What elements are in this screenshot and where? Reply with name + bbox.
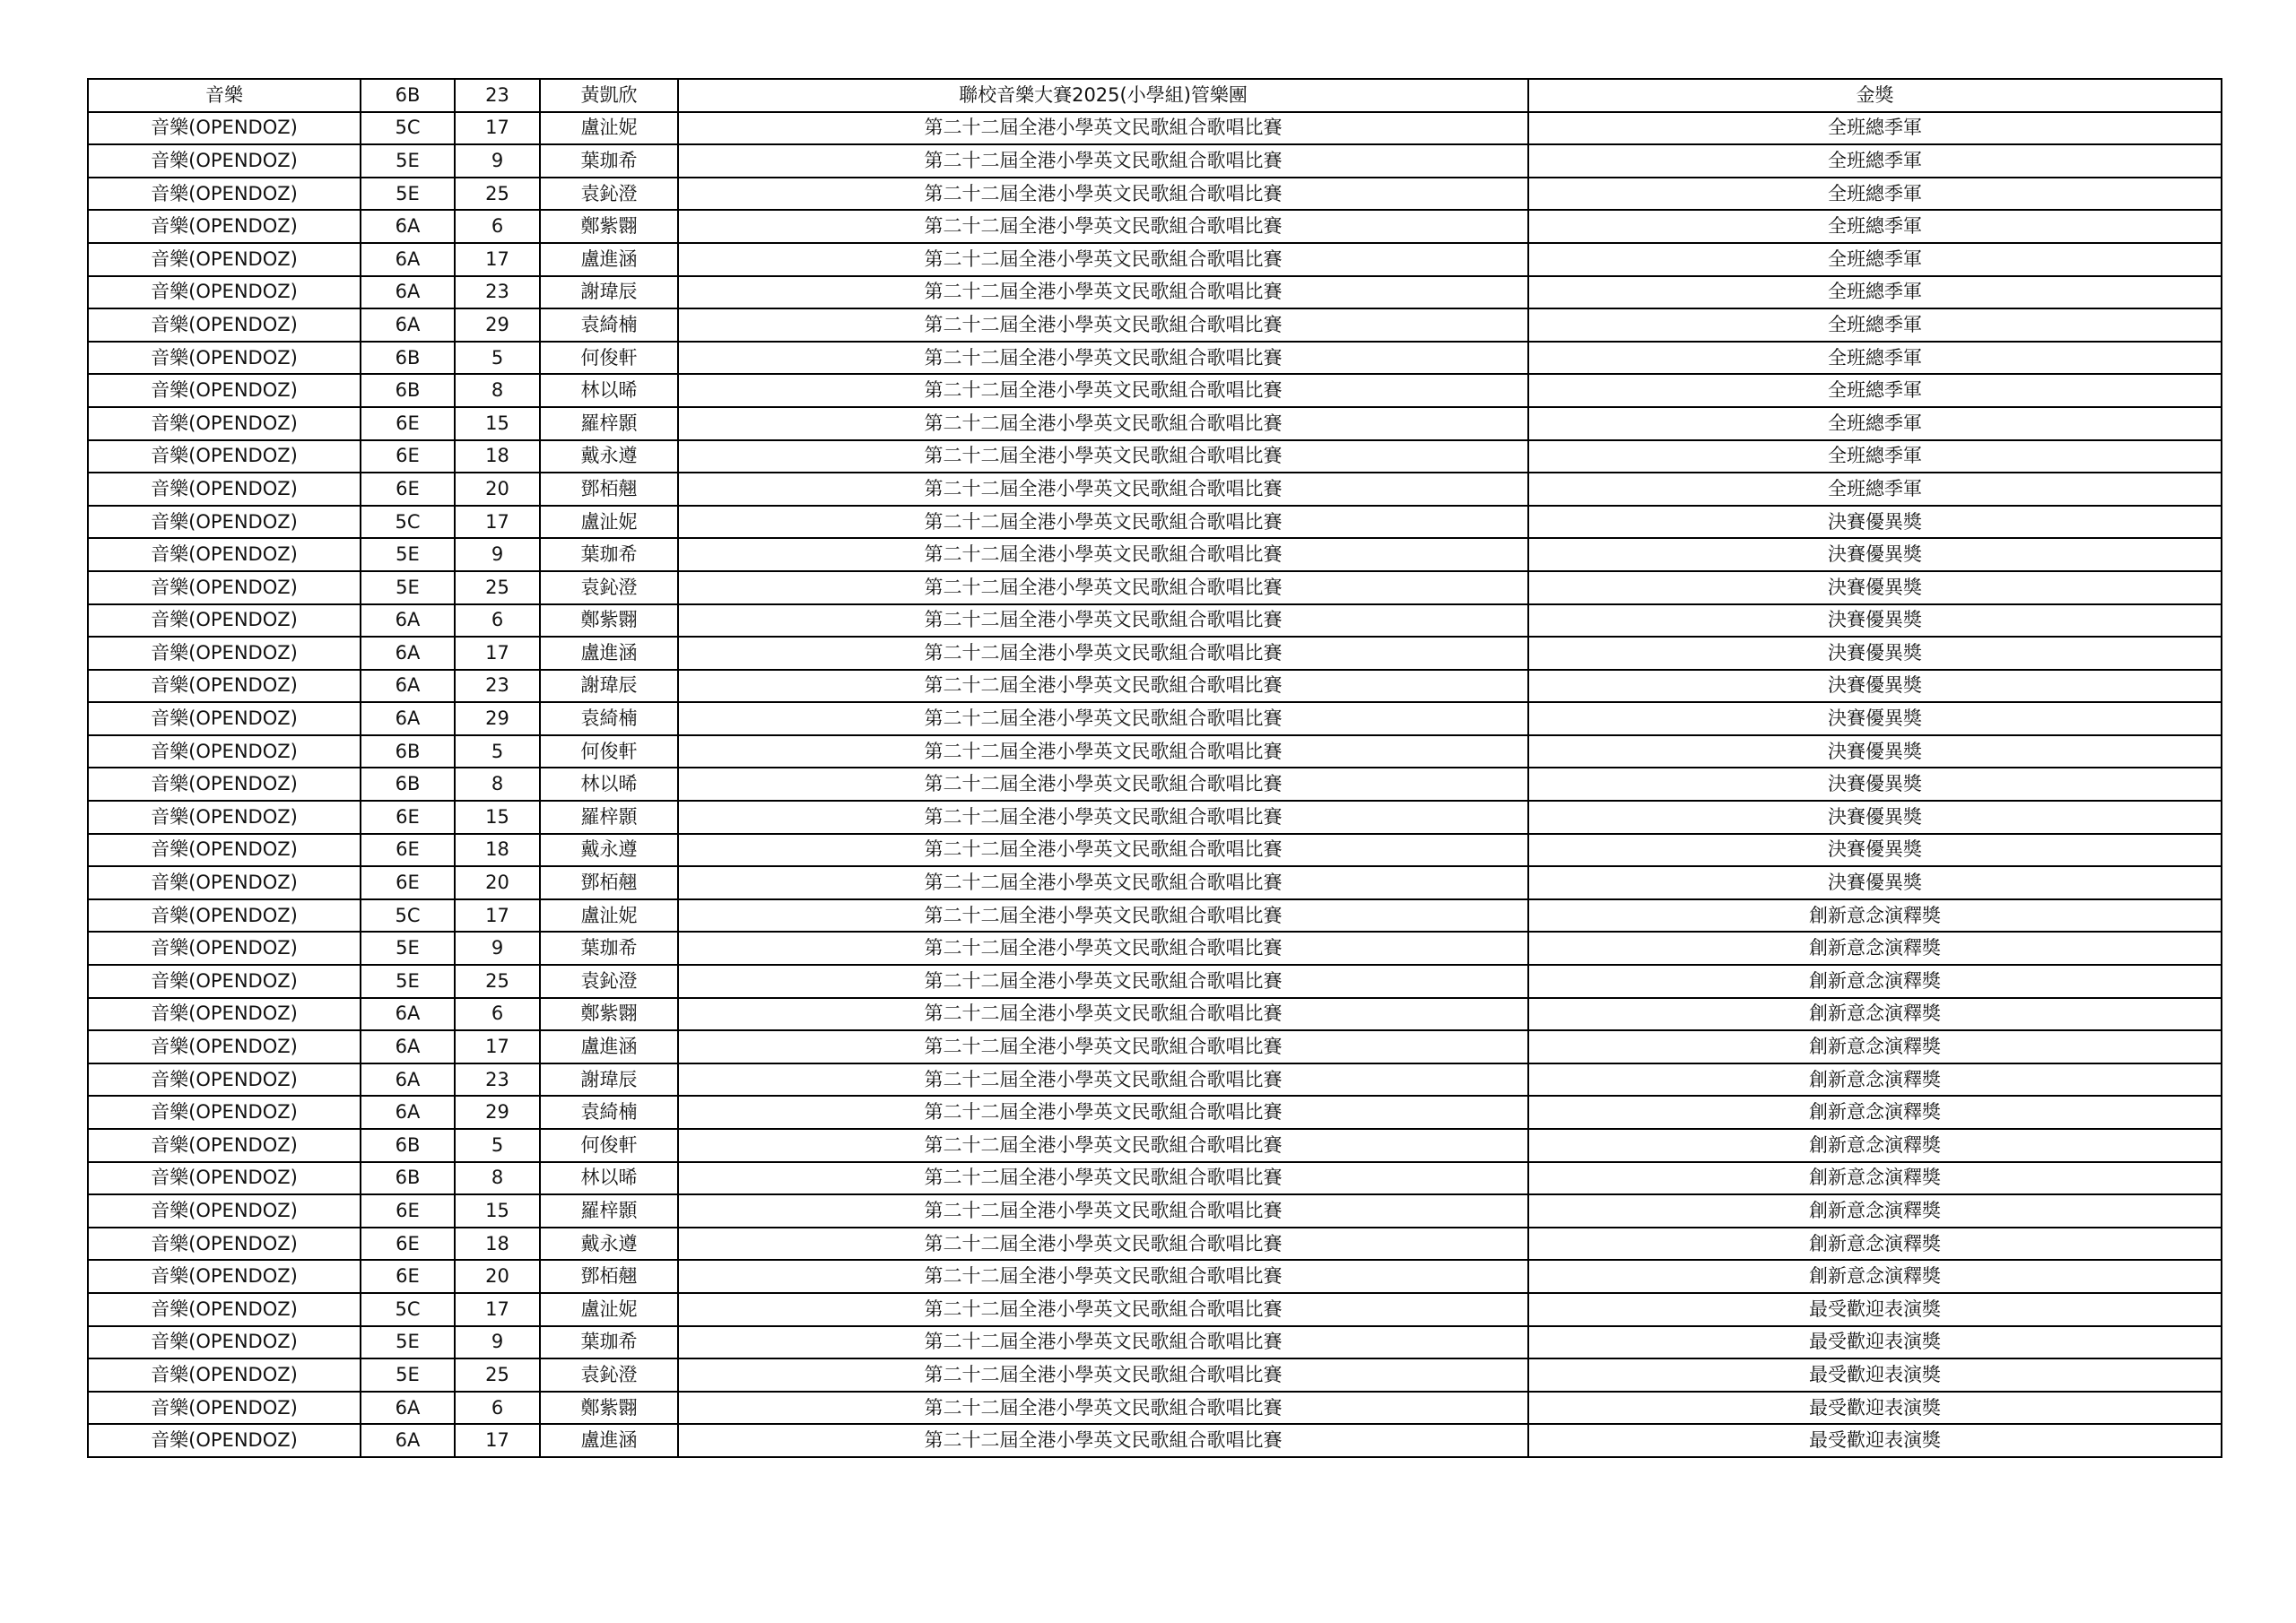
subject-cell: 音樂(OPENDOZ)	[88, 834, 361, 867]
student-name-cell: 何俊軒	[540, 342, 678, 375]
class-cell: 6B	[361, 735, 455, 768]
competition-cell: 第二十二屆全港小學英文民歌組合歌唱比賽	[678, 670, 1528, 703]
competition-cell: 第二十二屆全港小學英文民歌組合歌唱比賽	[678, 834, 1528, 867]
student-name-cell: 盧進涵	[540, 1030, 678, 1063]
student-name-cell: 葉珈希	[540, 144, 678, 178]
student-name-cell: 盧進涵	[540, 1424, 678, 1457]
award-cell: 決賽優異獎	[1528, 670, 2222, 703]
competition-cell: 第二十二屆全港小學英文民歌組合歌唱比賽	[678, 308, 1528, 342]
competition-cell: 第二十二屆全港小學英文民歌組合歌唱比賽	[678, 473, 1528, 506]
competition-cell: 第二十二屆全港小學英文民歌組合歌唱比賽	[678, 374, 1528, 407]
competition-cell: 第二十二屆全港小學英文民歌組合歌唱比賽	[678, 1228, 1528, 1261]
subject-cell: 音樂(OPENDOZ)	[88, 965, 361, 998]
student-number-cell: 20	[455, 866, 540, 899]
student-number-cell: 18	[455, 1228, 540, 1261]
student-name-cell: 鄭紫翾	[540, 210, 678, 243]
competition-cell: 第二十二屆全港小學英文民歌組合歌唱比賽	[678, 1162, 1528, 1195]
table-row	[88, 1293, 2222, 1326]
student-number-cell: 17	[455, 112, 540, 145]
student-number-cell: 5	[455, 735, 540, 768]
table-row	[88, 932, 2222, 965]
student-number-cell: 15	[455, 801, 540, 834]
class-cell: 6A	[361, 276, 455, 309]
class-cell: 6B	[361, 79, 455, 112]
student-name-cell: 何俊軒	[540, 735, 678, 768]
class-cell: 5E	[361, 1326, 455, 1359]
student-number-cell: 6	[455, 210, 540, 243]
student-name-cell: 鄧栢翹	[540, 473, 678, 506]
student-number-cell: 8	[455, 768, 540, 801]
class-cell: 6E	[361, 473, 455, 506]
subject-cell: 音樂(OPENDOZ)	[88, 1326, 361, 1359]
class-cell: 6E	[361, 440, 455, 473]
student-number-cell: 23	[455, 276, 540, 309]
class-cell: 6B	[361, 1129, 455, 1162]
class-cell: 5C	[361, 112, 455, 145]
student-name-cell: 鄧栢翹	[540, 866, 678, 899]
subject-cell: 音樂	[88, 79, 361, 112]
student-number-cell: 9	[455, 538, 540, 571]
student-number-cell: 6	[455, 604, 540, 638]
table-row	[88, 702, 2222, 735]
award-cell: 創新意念演釋獎	[1528, 932, 2222, 965]
student-name-cell: 盧沚妮	[540, 506, 678, 539]
student-number-cell: 17	[455, 243, 540, 276]
competition-cell: 第二十二屆全港小學英文民歌組合歌唱比賽	[678, 571, 1528, 604]
class-cell: 5C	[361, 899, 455, 933]
student-number-cell: 29	[455, 1096, 540, 1129]
award-cell: 創新意念演釋獎	[1528, 1194, 2222, 1228]
award-cell: 創新意念演釋獎	[1528, 1162, 2222, 1195]
subject-cell: 音樂(OPENDOZ)	[88, 407, 361, 440]
competition-cell: 第二十二屆全港小學英文民歌組合歌唱比賽	[678, 637, 1528, 670]
subject-cell: 音樂(OPENDOZ)	[88, 1293, 361, 1326]
class-cell: 6A	[361, 1096, 455, 1129]
table-row	[88, 178, 2222, 211]
competition-cell: 第二十二屆全港小學英文民歌組合歌唱比賽	[678, 965, 1528, 998]
competition-cell: 第二十二屆全港小學英文民歌組合歌唱比賽	[678, 276, 1528, 309]
competition-cell: 第二十二屆全港小學英文民歌組合歌唱比賽	[678, 702, 1528, 735]
class-cell: 6A	[361, 1424, 455, 1457]
student-number-cell: 17	[455, 1293, 540, 1326]
competition-cell: 第二十二屆全港小學英文民歌組合歌唱比賽	[678, 1096, 1528, 1129]
subject-cell: 音樂(OPENDOZ)	[88, 473, 361, 506]
award-cell: 最受歡迎表演獎	[1528, 1392, 2222, 1425]
award-cell: 最受歡迎表演獎	[1528, 1358, 2222, 1392]
class-cell: 6B	[361, 768, 455, 801]
subject-cell: 音樂(OPENDOZ)	[88, 374, 361, 407]
table-row	[88, 899, 2222, 933]
class-cell: 6A	[361, 1392, 455, 1425]
award-cell: 創新意念演釋獎	[1528, 1228, 2222, 1261]
class-cell: 6A	[361, 243, 455, 276]
student-number-cell: 23	[455, 1063, 540, 1097]
student-number-cell: 5	[455, 1129, 540, 1162]
subject-cell: 音樂(OPENDOZ)	[88, 1260, 361, 1293]
student-number-cell: 6	[455, 1392, 540, 1425]
student-name-cell: 袁綺楠	[540, 702, 678, 735]
competition-cell: 第二十二屆全港小學英文民歌組合歌唱比賽	[678, 1030, 1528, 1063]
subject-cell: 音樂(OPENDOZ)	[88, 670, 361, 703]
competition-cell: 第二十二屆全港小學英文民歌組合歌唱比賽	[678, 144, 1528, 178]
subject-cell: 音樂(OPENDOZ)	[88, 342, 361, 375]
class-cell: 6E	[361, 834, 455, 867]
student-number-cell: 9	[455, 144, 540, 178]
student-name-cell: 鄭紫翾	[540, 998, 678, 1031]
class-cell: 6A	[361, 308, 455, 342]
table-row	[88, 571, 2222, 604]
award-cell: 創新意念演釋獎	[1528, 899, 2222, 933]
subject-cell: 音樂(OPENDOZ)	[88, 702, 361, 735]
class-cell: 5E	[361, 1358, 455, 1392]
student-number-cell: 20	[455, 473, 540, 506]
competition-cell: 第二十二屆全港小學英文民歌組合歌唱比賽	[678, 1358, 1528, 1392]
class-cell: 6A	[361, 670, 455, 703]
student-number-cell: 17	[455, 1030, 540, 1063]
subject-cell: 音樂(OPENDOZ)	[88, 210, 361, 243]
student-number-cell: 18	[455, 834, 540, 867]
subject-cell: 音樂(OPENDOZ)	[88, 1063, 361, 1097]
table-row	[88, 144, 2222, 178]
student-name-cell: 鄭紫翾	[540, 604, 678, 638]
student-number-cell: 8	[455, 374, 540, 407]
class-cell: 5E	[361, 178, 455, 211]
award-cell: 決賽優異獎	[1528, 538, 2222, 571]
class-cell: 6A	[361, 1063, 455, 1097]
subject-cell: 音樂(OPENDOZ)	[88, 243, 361, 276]
class-cell: 5C	[361, 1293, 455, 1326]
subject-cell: 音樂(OPENDOZ)	[88, 276, 361, 309]
subject-cell: 音樂(OPENDOZ)	[88, 440, 361, 473]
table-row	[88, 440, 2222, 473]
award-cell: 決賽優異獎	[1528, 702, 2222, 735]
student-name-cell: 羅梓顥	[540, 1194, 678, 1228]
student-number-cell: 25	[455, 571, 540, 604]
subject-cell: 音樂(OPENDOZ)	[88, 866, 361, 899]
class-cell: 5C	[361, 506, 455, 539]
student-name-cell: 黃凱欣	[540, 79, 678, 112]
award-cell: 最受歡迎表演獎	[1528, 1293, 2222, 1326]
class-cell: 5E	[361, 965, 455, 998]
subject-cell: 音樂(OPENDOZ)	[88, 735, 361, 768]
competition-cell: 第二十二屆全港小學英文民歌組合歌唱比賽	[678, 407, 1528, 440]
class-cell: 6E	[361, 407, 455, 440]
subject-cell: 音樂(OPENDOZ)	[88, 1030, 361, 1063]
student-number-cell: 5	[455, 342, 540, 375]
table-row	[88, 1030, 2222, 1063]
award-cell: 創新意念演釋獎	[1528, 1030, 2222, 1063]
awards-table	[87, 78, 2222, 1458]
student-name-cell: 羅梓顥	[540, 801, 678, 834]
table-row	[88, 342, 2222, 375]
competition-cell: 第二十二屆全港小學英文民歌組合歌唱比賽	[678, 1392, 1528, 1425]
subject-cell: 音樂(OPENDOZ)	[88, 538, 361, 571]
student-number-cell: 17	[455, 899, 540, 933]
student-name-cell: 林以晞	[540, 374, 678, 407]
competition-cell: 第二十二屆全港小學英文民歌組合歌唱比賽	[678, 899, 1528, 933]
competition-cell: 第二十二屆全港小學英文民歌組合歌唱比賽	[678, 866, 1528, 899]
table-row	[88, 1228, 2222, 1261]
awards-table-body	[88, 79, 2222, 1457]
student-name-cell: 戴永遵	[540, 834, 678, 867]
student-number-cell: 17	[455, 1424, 540, 1457]
table-row	[88, 1096, 2222, 1129]
table-row	[88, 604, 2222, 638]
class-cell: 6E	[361, 1194, 455, 1228]
award-cell: 全班總季軍	[1528, 112, 2222, 145]
table-row	[88, 473, 2222, 506]
subject-cell: 音樂(OPENDOZ)	[88, 506, 361, 539]
student-name-cell: 謝瑋辰	[540, 1063, 678, 1097]
subject-cell: 音樂(OPENDOZ)	[88, 178, 361, 211]
subject-cell: 音樂(OPENDOZ)	[88, 1162, 361, 1195]
award-cell: 決賽優異獎	[1528, 604, 2222, 638]
subject-cell: 音樂(OPENDOZ)	[88, 998, 361, 1031]
student-name-cell: 戴永遵	[540, 440, 678, 473]
competition-cell: 第二十二屆全港小學英文民歌組合歌唱比賽	[678, 1424, 1528, 1457]
class-cell: 5E	[361, 932, 455, 965]
table-row	[88, 1358, 2222, 1392]
table-row	[88, 308, 2222, 342]
table-row	[88, 243, 2222, 276]
student-number-cell: 15	[455, 407, 540, 440]
competition-cell: 第二十二屆全港小學英文民歌組合歌唱比賽	[678, 768, 1528, 801]
student-name-cell: 葉珈希	[540, 538, 678, 571]
table-row	[88, 735, 2222, 768]
student-number-cell: 20	[455, 1260, 540, 1293]
competition-cell: 第二十二屆全港小學英文民歌組合歌唱比賽	[678, 1293, 1528, 1326]
award-cell: 決賽優異獎	[1528, 506, 2222, 539]
class-cell: 5E	[361, 538, 455, 571]
award-cell: 決賽優異獎	[1528, 866, 2222, 899]
award-cell: 全班總季軍	[1528, 144, 2222, 178]
student-name-cell: 何俊軒	[540, 1129, 678, 1162]
table-row	[88, 210, 2222, 243]
competition-cell: 第二十二屆全港小學英文民歌組合歌唱比賽	[678, 210, 1528, 243]
table-row	[88, 407, 2222, 440]
student-number-cell: 15	[455, 1194, 540, 1228]
table-row	[88, 866, 2222, 899]
student-name-cell: 鄭紫翾	[540, 1392, 678, 1425]
student-number-cell: 17	[455, 637, 540, 670]
student-name-cell: 謝瑋辰	[540, 670, 678, 703]
student-number-cell: 25	[455, 1358, 540, 1392]
table-row	[88, 79, 2222, 112]
award-cell: 創新意念演釋獎	[1528, 998, 2222, 1031]
class-cell: 6E	[361, 1260, 455, 1293]
subject-cell: 音樂(OPENDOZ)	[88, 899, 361, 933]
table-row	[88, 965, 2222, 998]
class-cell: 6A	[361, 637, 455, 670]
table-row	[88, 1162, 2222, 1195]
award-cell: 全班總季軍	[1528, 243, 2222, 276]
competition-cell: 第二十二屆全港小學英文民歌組合歌唱比賽	[678, 440, 1528, 473]
table-row	[88, 112, 2222, 145]
competition-cell: 第二十二屆全港小學英文民歌組合歌唱比賽	[678, 506, 1528, 539]
competition-cell: 第二十二屆全港小學英文民歌組合歌唱比賽	[678, 801, 1528, 834]
award-cell: 創新意念演釋獎	[1528, 1096, 2222, 1129]
award-cell: 決賽優異獎	[1528, 768, 2222, 801]
award-cell: 創新意念演釋獎	[1528, 965, 2222, 998]
class-cell: 6A	[361, 998, 455, 1031]
table-row	[88, 637, 2222, 670]
student-name-cell: 盧沚妮	[540, 1293, 678, 1326]
student-name-cell: 袁鈊澄	[540, 571, 678, 604]
class-cell: 6E	[361, 1228, 455, 1261]
student-number-cell: 29	[455, 308, 540, 342]
award-cell: 創新意念演釋獎	[1528, 1260, 2222, 1293]
table-row	[88, 670, 2222, 703]
student-name-cell: 謝瑋辰	[540, 276, 678, 309]
table-row	[88, 1260, 2222, 1293]
award-cell: 全班總季軍	[1528, 407, 2222, 440]
student-number-cell: 23	[455, 79, 540, 112]
subject-cell: 音樂(OPENDOZ)	[88, 144, 361, 178]
competition-cell: 第二十二屆全港小學英文民歌組合歌唱比賽	[678, 112, 1528, 145]
competition-cell: 第二十二屆全港小學英文民歌組合歌唱比賽	[678, 342, 1528, 375]
table-row	[88, 374, 2222, 407]
subject-cell: 音樂(OPENDOZ)	[88, 637, 361, 670]
subject-cell: 音樂(OPENDOZ)	[88, 1392, 361, 1425]
student-name-cell: 袁鈊澄	[540, 965, 678, 998]
table-row	[88, 1326, 2222, 1359]
student-name-cell: 袁綺楠	[540, 308, 678, 342]
student-name-cell: 袁綺楠	[540, 1096, 678, 1129]
subject-cell: 音樂(OPENDOZ)	[88, 801, 361, 834]
class-cell: 6A	[361, 210, 455, 243]
subject-cell: 音樂(OPENDOZ)	[88, 604, 361, 638]
subject-cell: 音樂(OPENDOZ)	[88, 768, 361, 801]
subject-cell: 音樂(OPENDOZ)	[88, 932, 361, 965]
class-cell: 5E	[361, 571, 455, 604]
student-name-cell: 林以晞	[540, 1162, 678, 1195]
table-row	[88, 1194, 2222, 1228]
table-row	[88, 276, 2222, 309]
table-row	[88, 1063, 2222, 1097]
table-row	[88, 998, 2222, 1031]
award-cell: 全班總季軍	[1528, 210, 2222, 243]
class-cell: 6B	[361, 374, 455, 407]
competition-cell: 第二十二屆全港小學英文民歌組合歌唱比賽	[678, 604, 1528, 638]
student-number-cell: 9	[455, 1326, 540, 1359]
student-number-cell: 17	[455, 506, 540, 539]
award-cell: 全班總季軍	[1528, 473, 2222, 506]
student-number-cell: 25	[455, 965, 540, 998]
student-name-cell: 盧沚妮	[540, 899, 678, 933]
competition-cell: 第二十二屆全港小學英文民歌組合歌唱比賽	[678, 998, 1528, 1031]
subject-cell: 音樂(OPENDOZ)	[88, 1358, 361, 1392]
award-cell: 全班總季軍	[1528, 308, 2222, 342]
student-number-cell: 23	[455, 670, 540, 703]
table-row	[88, 1392, 2222, 1425]
student-name-cell: 葉珈希	[540, 932, 678, 965]
competition-cell: 第二十二屆全港小學英文民歌組合歌唱比賽	[678, 1326, 1528, 1359]
subject-cell: 音樂(OPENDOZ)	[88, 308, 361, 342]
award-cell: 最受歡迎表演獎	[1528, 1326, 2222, 1359]
student-name-cell: 林以晞	[540, 768, 678, 801]
award-cell: 最受歡迎表演獎	[1528, 1424, 2222, 1457]
award-cell: 創新意念演釋獎	[1528, 1129, 2222, 1162]
award-cell: 全班總季軍	[1528, 440, 2222, 473]
table-row	[88, 1424, 2222, 1457]
class-cell: 6A	[361, 1030, 455, 1063]
subject-cell: 音樂(OPENDOZ)	[88, 571, 361, 604]
award-cell: 金獎	[1528, 79, 2222, 112]
subject-cell: 音樂(OPENDOZ)	[88, 1096, 361, 1129]
award-cell: 創新意念演釋獎	[1528, 1063, 2222, 1097]
class-cell: 5E	[361, 144, 455, 178]
class-cell: 6E	[361, 866, 455, 899]
award-cell: 全班總季軍	[1528, 178, 2222, 211]
subject-cell: 音樂(OPENDOZ)	[88, 1424, 361, 1457]
award-cell: 全班總季軍	[1528, 342, 2222, 375]
table-row	[88, 768, 2222, 801]
award-cell: 決賽優異獎	[1528, 637, 2222, 670]
student-name-cell: 戴永遵	[540, 1228, 678, 1261]
student-name-cell: 鄧栢翹	[540, 1260, 678, 1293]
competition-cell: 第二十二屆全港小學英文民歌組合歌唱比賽	[678, 1260, 1528, 1293]
student-number-cell: 18	[455, 440, 540, 473]
award-cell: 全班總季軍	[1528, 374, 2222, 407]
competition-cell: 第二十二屆全港小學英文民歌組合歌唱比賽	[678, 1063, 1528, 1097]
subject-cell: 音樂(OPENDOZ)	[88, 1228, 361, 1261]
competition-cell: 第二十二屆全港小學英文民歌組合歌唱比賽	[678, 1194, 1528, 1228]
competition-cell: 聯校音樂大賽2025(小學組)管樂團	[678, 79, 1528, 112]
award-cell: 決賽優異獎	[1528, 571, 2222, 604]
table-row	[88, 538, 2222, 571]
award-cell: 全班總季軍	[1528, 276, 2222, 309]
student-number-cell: 29	[455, 702, 540, 735]
student-name-cell: 袁鈊澄	[540, 1358, 678, 1392]
student-name-cell: 葉珈希	[540, 1326, 678, 1359]
class-cell: 6B	[361, 1162, 455, 1195]
competition-cell: 第二十二屆全港小學英文民歌組合歌唱比賽	[678, 1129, 1528, 1162]
award-cell: 決賽優異獎	[1528, 801, 2222, 834]
competition-cell: 第二十二屆全港小學英文民歌組合歌唱比賽	[678, 932, 1528, 965]
student-name-cell: 袁鈊澄	[540, 178, 678, 211]
class-cell: 6A	[361, 604, 455, 638]
competition-cell: 第二十二屆全港小學英文民歌組合歌唱比賽	[678, 178, 1528, 211]
student-name-cell: 盧進涵	[540, 637, 678, 670]
table-row	[88, 801, 2222, 834]
student-number-cell: 25	[455, 178, 540, 211]
subject-cell: 音樂(OPENDOZ)	[88, 1194, 361, 1228]
table-row	[88, 834, 2222, 867]
student-name-cell: 盧沚妮	[540, 112, 678, 145]
competition-cell: 第二十二屆全港小學英文民歌組合歌唱比賽	[678, 735, 1528, 768]
student-name-cell: 盧進涵	[540, 243, 678, 276]
student-number-cell: 6	[455, 998, 540, 1031]
class-cell: 6E	[361, 801, 455, 834]
award-cell: 決賽優異獎	[1528, 735, 2222, 768]
table-row	[88, 506, 2222, 539]
subject-cell: 音樂(OPENDOZ)	[88, 112, 361, 145]
table-row	[88, 1129, 2222, 1162]
award-cell: 決賽優異獎	[1528, 834, 2222, 867]
competition-cell: 第二十二屆全港小學英文民歌組合歌唱比賽	[678, 243, 1528, 276]
student-name-cell: 羅梓顥	[540, 407, 678, 440]
subject-cell: 音樂(OPENDOZ)	[88, 1129, 361, 1162]
student-number-cell: 8	[455, 1162, 540, 1195]
class-cell: 6A	[361, 702, 455, 735]
student-number-cell: 9	[455, 932, 540, 965]
competition-cell: 第二十二屆全港小學英文民歌組合歌唱比賽	[678, 538, 1528, 571]
class-cell: 6B	[361, 342, 455, 375]
